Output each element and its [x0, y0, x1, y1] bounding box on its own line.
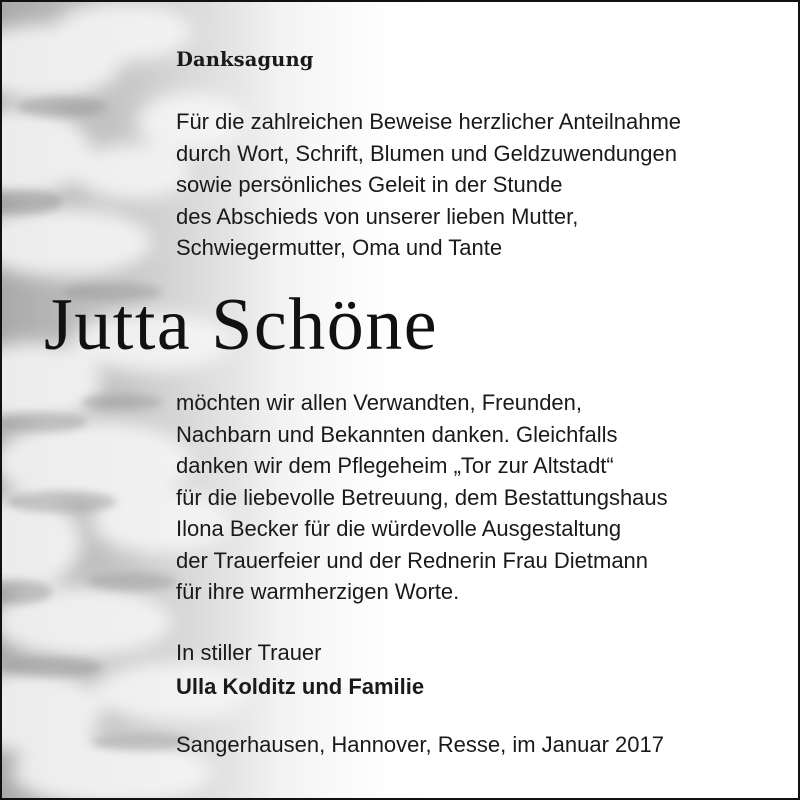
thanks-line: danken wir dem Pflegeheim „Tor zur Altstadt“ [176, 453, 614, 478]
deceased-name: Jutta Schöne [44, 284, 439, 366]
closing-phrase: In stiller Trauer [176, 640, 322, 665]
intro-line: des Abschieds von unserer lieben Mutter, [176, 203, 579, 229]
intro-line: durch Wort, Schrift, Blumen und Geldzuwendungen [176, 140, 677, 166]
thanks-line: Ilona Becker für die würdevolle Ausgestaltung [176, 516, 622, 541]
thanks-line: der Trauerfeier und der Rednerin Frau Dietmann [176, 547, 649, 573]
heading-danksagung: Danksagung [176, 48, 314, 71]
intro-line: sowie persönliches Geleit in der Stunde [176, 172, 563, 197]
thanks-paragraph [176, 387, 668, 608]
thanks-line: möchten wir allen Verwandten, Freunden, [176, 390, 583, 415]
thanks-line: für ihre warmherzigen Worte. [176, 579, 460, 604]
thanks-line: für die liebevolle Betreuung, dem Bestattungshaus [176, 484, 668, 510]
intro-line: Schwiegermutter, Oma und Tante [176, 235, 503, 260]
place-date: Sangerhausen, Hannover, Resse, im Januar 2017 [176, 732, 664, 757]
intro-paragraph [176, 106, 681, 264]
intro-line: Für die zahlreichen Beweise herzlicher Anteilnahme [176, 109, 682, 134]
family-signature: Ulla Kolditz und Familie [176, 674, 425, 699]
thanks-line: Nachbarn und Bekannten danken. Gleichfalls [176, 421, 618, 447]
